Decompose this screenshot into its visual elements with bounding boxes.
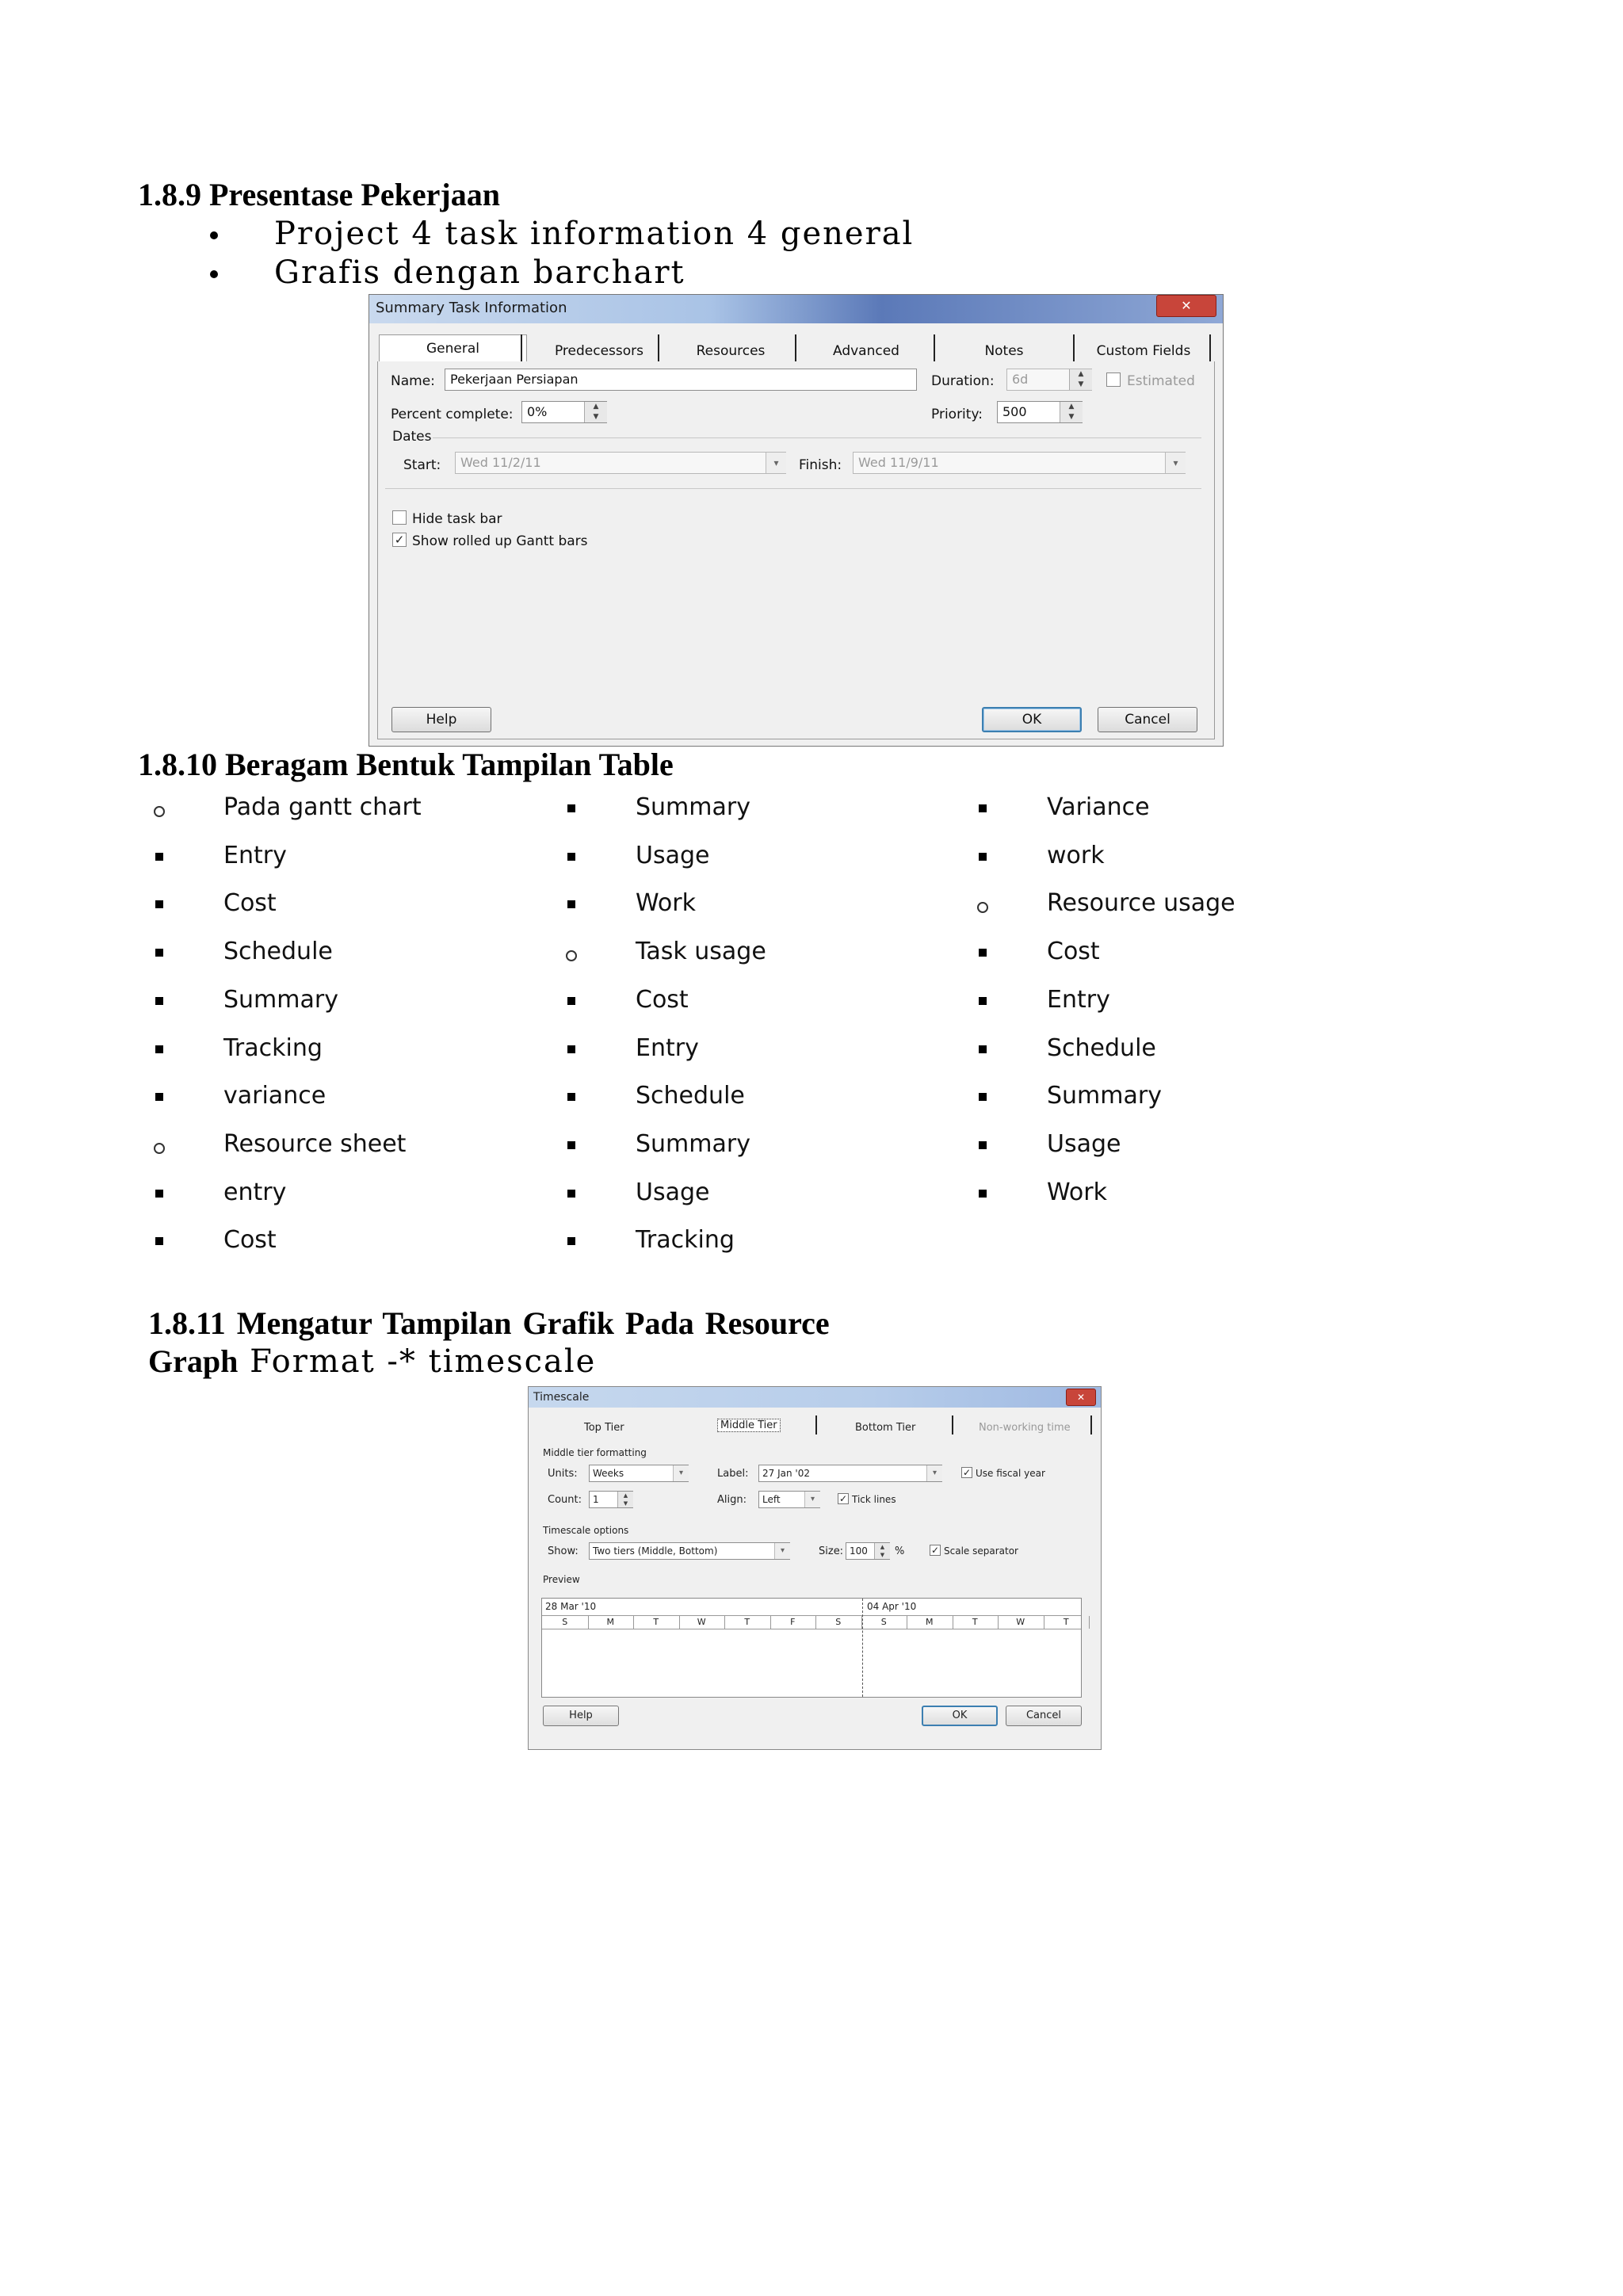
heading-1-8-11: 1.8.11 Mengatur Tampilan Grafik Pada Resource <box>148 1305 830 1341</box>
list-item: Tracking <box>223 1033 323 1062</box>
list-item: Summary <box>636 793 750 821</box>
square-bullet <box>155 900 163 908</box>
size-label: Size: <box>819 1545 844 1557</box>
preview-day-cell: W <box>998 1616 1044 1629</box>
tick-lines-label: Tick lines <box>852 1494 896 1505</box>
hide-taskbar-checkbox[interactable] <box>392 510 407 525</box>
percent-spinner[interactable]: ▲ ▼ <box>584 402 607 422</box>
ok-button[interactable]: OK <box>982 707 1082 732</box>
bullet-text: Project 4 task information 4 general <box>274 216 915 252</box>
close-icon[interactable]: ✕ <box>1066 1389 1096 1406</box>
circle-bullet <box>154 806 165 817</box>
square-bullet <box>979 949 987 957</box>
label-select[interactable]: 27 Jan '02 <box>758 1465 942 1482</box>
tab-separator <box>815 1415 817 1435</box>
list-item: Cost <box>223 1226 277 1255</box>
duration-label: Duration: <box>931 373 995 389</box>
ok-button[interactable]: OK <box>922 1706 998 1726</box>
percent-complete-label: Percent complete: <box>391 407 514 422</box>
label-dropdown-icon[interactable]: ▾ <box>926 1465 942 1481</box>
scale-separator-checkbox[interactable]: ✓ <box>930 1545 940 1556</box>
square-bullet <box>567 997 575 1005</box>
square-bullet <box>567 1093 575 1101</box>
tab-resources[interactable]: Resources <box>696 343 766 359</box>
tab-non-working-time[interactable]: Non-working time <box>979 1422 1071 1434</box>
heading-1-8-11-line2 <box>148 1343 596 1380</box>
dialog-title: Timescale <box>533 1391 590 1404</box>
preview-week-label: 28 Mar '10 <box>545 1601 597 1612</box>
align-label: Align: <box>717 1494 747 1506</box>
square-bullet <box>567 853 575 861</box>
start-field[interactable]: Wed 11/2/11 <box>455 452 786 474</box>
tab-middle-tier[interactable]: Middle Tier <box>717 1419 781 1432</box>
square-bullet <box>979 997 987 1005</box>
preview-label: Preview <box>543 1574 580 1585</box>
circle-bullet <box>977 902 988 913</box>
tab-separator <box>1090 1415 1092 1435</box>
list-item: Cost <box>1047 938 1100 966</box>
units-dropdown-icon[interactable]: ▾ <box>673 1465 689 1481</box>
list-item: Cost <box>636 985 689 1014</box>
tab-separator <box>952 1415 953 1435</box>
list-item: Entry <box>223 841 287 869</box>
list-item: variance <box>223 1082 327 1110</box>
start-dropdown-icon[interactable]: ▾ <box>766 453 786 473</box>
preview-separator <box>862 1599 863 1697</box>
summary-task-dialog <box>369 294 1224 747</box>
count-spinner[interactable]: ▲ ▼ <box>617 1492 633 1507</box>
timescale-preview <box>541 1598 1082 1698</box>
size-field[interactable]: 100 <box>846 1542 890 1560</box>
hide-taskbar-label: Hide task bar <box>412 511 502 527</box>
list-item: Task usage <box>636 938 766 966</box>
square-bullet <box>155 997 163 1005</box>
help-button[interactable]: Help <box>543 1706 619 1726</box>
tab-separator <box>1209 334 1211 361</box>
preview-day-cell: S <box>861 1616 908 1629</box>
list-item: Usage <box>636 841 710 869</box>
cancel-button[interactable]: Cancel <box>1006 1706 1082 1726</box>
timescale-dialog <box>528 1386 1102 1750</box>
square-bullet <box>567 1045 575 1053</box>
list-item: Schedule <box>223 938 333 966</box>
dialog-titlebar <box>529 1387 1101 1408</box>
list-item: Work <box>636 889 696 918</box>
square-bullet <box>155 853 163 861</box>
bullet <box>210 231 218 239</box>
tab-custom-fields[interactable]: Custom Fields <box>1096 343 1191 359</box>
circle-bullet <box>154 1143 165 1154</box>
list-item: Entry <box>1047 985 1110 1014</box>
square-bullet <box>979 1045 987 1053</box>
preview-day-cell: W <box>679 1616 726 1629</box>
list-item: Variance <box>1047 793 1150 821</box>
square-bullet <box>979 1141 987 1149</box>
heading-format-text: Format -* timescale <box>238 1343 597 1380</box>
tab-separator <box>521 334 522 361</box>
square-bullet <box>155 1045 163 1053</box>
show-rolled-label: Show rolled up Gantt bars <box>412 533 588 549</box>
list-item: Usage <box>1047 1129 1121 1158</box>
start-label: Start: <box>403 457 441 473</box>
tab-separator <box>1073 334 1075 361</box>
dialog-titlebar <box>369 295 1223 323</box>
count-field[interactable]: 1 <box>589 1491 633 1508</box>
square-bullet <box>979 1093 987 1101</box>
heading-graph-word: Graph <box>148 1343 239 1379</box>
name-label: Name: <box>391 373 435 389</box>
list-item: Work <box>1047 1178 1107 1206</box>
help-button[interactable]: Help <box>391 707 491 732</box>
count-label: Count: <box>548 1494 582 1506</box>
preview-day-cell: T <box>953 1616 999 1629</box>
units-label: Units: <box>548 1468 578 1480</box>
tab-separator <box>795 334 796 361</box>
fiscal-year-label: Use fiscal year <box>976 1468 1045 1479</box>
list-item: Schedule <box>1047 1033 1156 1062</box>
square-bullet <box>567 900 575 908</box>
list-item: Resource usage <box>1047 889 1235 918</box>
finish-field[interactable]: Wed 11/9/11 <box>853 452 1186 474</box>
dates-group-label: Dates <box>392 429 432 445</box>
preview-day-cell: T <box>1044 1616 1090 1629</box>
preview-day-cell: T <box>724 1616 771 1629</box>
list-item: Resource sheet <box>223 1129 407 1158</box>
size-spinner[interactable]: ▲ ▼ <box>874 1543 890 1559</box>
preview-day-cell: F <box>770 1616 817 1629</box>
preview-day-cell: S <box>542 1616 589 1629</box>
show-select[interactable]: Two tiers (Middle, Bottom) <box>589 1542 790 1560</box>
list-item: Summary <box>636 1129 750 1158</box>
square-bullet <box>979 853 987 861</box>
align-dropdown-icon[interactable]: ▾ <box>804 1492 820 1507</box>
estimated-label: Estimated <box>1127 373 1195 389</box>
tab-advanced[interactable]: Advanced <box>833 343 899 359</box>
square-bullet <box>567 1237 575 1245</box>
tab-top-tier[interactable]: Top Tier <box>584 1422 624 1434</box>
tab-bottom-tier[interactable]: Bottom Tier <box>855 1422 916 1434</box>
heading-1-8-9: 1.8.9 Presentase Pekerjaan <box>138 177 500 212</box>
preview-week-label: 04 Apr '10 <box>867 1601 917 1612</box>
units-select[interactable]: Weeks <box>589 1465 689 1482</box>
show-label: Show: <box>548 1545 579 1557</box>
tick-lines-checkbox[interactable]: ✓ <box>838 1493 848 1504</box>
list-item: Tracking <box>636 1226 735 1255</box>
list-item: Summary <box>223 985 338 1014</box>
square-bullet <box>567 1190 575 1198</box>
preview-day-cell: M <box>588 1616 635 1629</box>
circle-bullet <box>566 950 577 961</box>
size-unit: % <box>895 1545 905 1557</box>
finish-dropdown-icon[interactable]: ▾ <box>1165 453 1186 473</box>
square-bullet <box>567 804 575 812</box>
duration-field[interactable]: 6d <box>1006 369 1092 391</box>
close-icon[interactable]: ✕ <box>1156 295 1216 317</box>
tab-separator <box>658 334 659 361</box>
heading-1-8-10: 1.8.10 Beragam Bentuk Tampilan Table <box>138 747 674 782</box>
preview-day-cell: S <box>815 1616 862 1629</box>
list-item: Summary <box>1047 1082 1162 1110</box>
dialog-title: Summary Task Information <box>376 300 567 316</box>
list-item: Usage <box>636 1178 710 1206</box>
label-label: Label: <box>717 1468 749 1480</box>
align-select[interactable]: Left <box>758 1491 820 1508</box>
tab-notes[interactable]: Notes <box>984 343 1024 359</box>
middle-tier-formatting-label: Middle tier formatting <box>543 1447 647 1458</box>
square-bullet <box>155 1093 163 1101</box>
show-rolled-checkbox[interactable]: ✓ <box>392 533 407 547</box>
square-bullet <box>155 1237 163 1245</box>
show-dropdown-icon[interactable]: ▾ <box>774 1543 790 1559</box>
square-bullet <box>979 1190 987 1198</box>
tab-predecessors[interactable]: Predecessors <box>554 343 644 359</box>
fiscal-year-checkbox[interactable]: ✓ <box>962 1467 972 1478</box>
bullet <box>210 270 218 278</box>
name-field[interactable]: Pekerjaan Persiapan <box>445 369 917 391</box>
dates-divider <box>433 437 1201 438</box>
list-item: Entry <box>636 1033 699 1062</box>
duration-spinner[interactable]: ▲ ▼ <box>1069 369 1092 390</box>
finish-label: Finish: <box>799 457 842 473</box>
scale-separator-label: Scale separator <box>944 1545 1018 1557</box>
list-item: work <box>1047 841 1105 869</box>
square-bullet <box>155 949 163 957</box>
list-item: Schedule <box>636 1082 745 1110</box>
bullet-text: Grafis dengan barchart <box>274 254 685 291</box>
square-bullet <box>155 1190 163 1198</box>
priority-label: Priority: <box>931 407 983 422</box>
percent-complete-field[interactable]: 0% <box>521 401 607 423</box>
estimated-checkbox[interactable] <box>1106 372 1121 387</box>
list-item: Cost <box>223 889 277 918</box>
list-item: entry <box>223 1178 287 1206</box>
priority-field[interactable]: 500 <box>997 401 1083 423</box>
divider <box>385 488 1201 489</box>
priority-spinner[interactable]: ▲ ▼ <box>1060 402 1083 422</box>
timescale-options-label: Timescale options <box>543 1525 629 1536</box>
square-bullet <box>567 1141 575 1149</box>
tab-separator <box>934 334 935 361</box>
tab-general[interactable]: General <box>379 334 527 362</box>
list-item: Pada gantt chart <box>223 793 422 821</box>
square-bullet <box>979 804 987 812</box>
preview-day-cell: M <box>907 1616 953 1629</box>
preview-day-cell: T <box>633 1616 680 1629</box>
cancel-button[interactable]: Cancel <box>1098 707 1197 732</box>
